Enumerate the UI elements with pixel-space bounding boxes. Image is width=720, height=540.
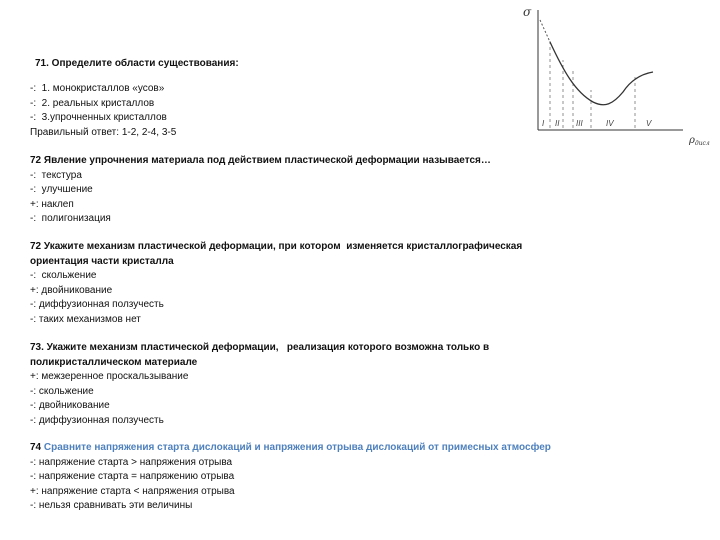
- y-axis-label: σ: [523, 5, 532, 19]
- question-72b: [30, 240, 630, 327]
- option: -: скольжение: [30, 385, 94, 397]
- question-title-continued: поликристаллическом материале: [30, 356, 198, 368]
- region-label: V: [646, 119, 652, 128]
- question-73: [30, 341, 630, 428]
- correct-answer: Правильный ответ: 1-2, 2-4, 3-5: [30, 126, 177, 138]
- option: -: нельзя сравнивать эти величины: [30, 500, 193, 511]
- option: -: улучшение: [30, 184, 93, 195]
- region-label: II: [555, 119, 560, 128]
- option: -: 3.упрочненных кристаллов: [30, 112, 167, 123]
- x-axis-label: $\rho_{дисл}$: [689, 135, 710, 147]
- option: -: скольжение: [30, 270, 97, 281]
- question-title: 72 Явление упрочнения материала под действием пластической деформации называется…: [30, 155, 491, 166]
- question-72a: [30, 154, 630, 227]
- question-74: [30, 441, 630, 514]
- question-title: 73. Укажите механизм пластической деформации, реализация которого возможна только в: [30, 342, 490, 353]
- curve-dashed-part: [540, 20, 550, 42]
- region-label: III: [576, 119, 583, 128]
- option: -: напряжение старта > напряжения отрыва: [30, 456, 233, 468]
- option: -: таких механизмов нет: [30, 313, 141, 325]
- question-text: Сравните напряжения старта дислокаций и напряжения отрыва дислокаций от примесных атмосфер: [41, 442, 551, 453]
- question-title-continued: ориентация части кристалла: [30, 255, 174, 267]
- region-label: I: [542, 119, 545, 128]
- question-title: [30, 441, 630, 456]
- option: -: 1. монокристаллов «усов»: [30, 83, 165, 94]
- question-title: 72 Укажите механизм пластической деформации, при котором изменяется кристаллографическая: [30, 241, 523, 252]
- option: -: диффузионная ползучесть: [30, 299, 164, 310]
- option: +: наклеп: [30, 198, 74, 210]
- question-number: 74: [30, 442, 42, 453]
- option: -: напряжение старта = напряжению отрыва: [30, 471, 235, 482]
- option: +: межзеренное проскальзывание: [30, 371, 189, 382]
- option: -: диффузионная ползучесть: [30, 414, 164, 426]
- option: -: 2. реальных кристаллов: [30, 97, 155, 109]
- region-label: IV: [606, 119, 614, 128]
- option: +: двойникование: [30, 284, 113, 296]
- option: +: напряжение старта < напряжения отрыва: [30, 485, 235, 497]
- question-71-title: 71. Определите области существования:: [35, 58, 239, 69]
- question-71-options: [30, 82, 630, 140]
- option: -: текстура: [30, 169, 82, 181]
- option: -: полигонизация: [30, 213, 111, 224]
- option: -: двойникование: [30, 400, 110, 411]
